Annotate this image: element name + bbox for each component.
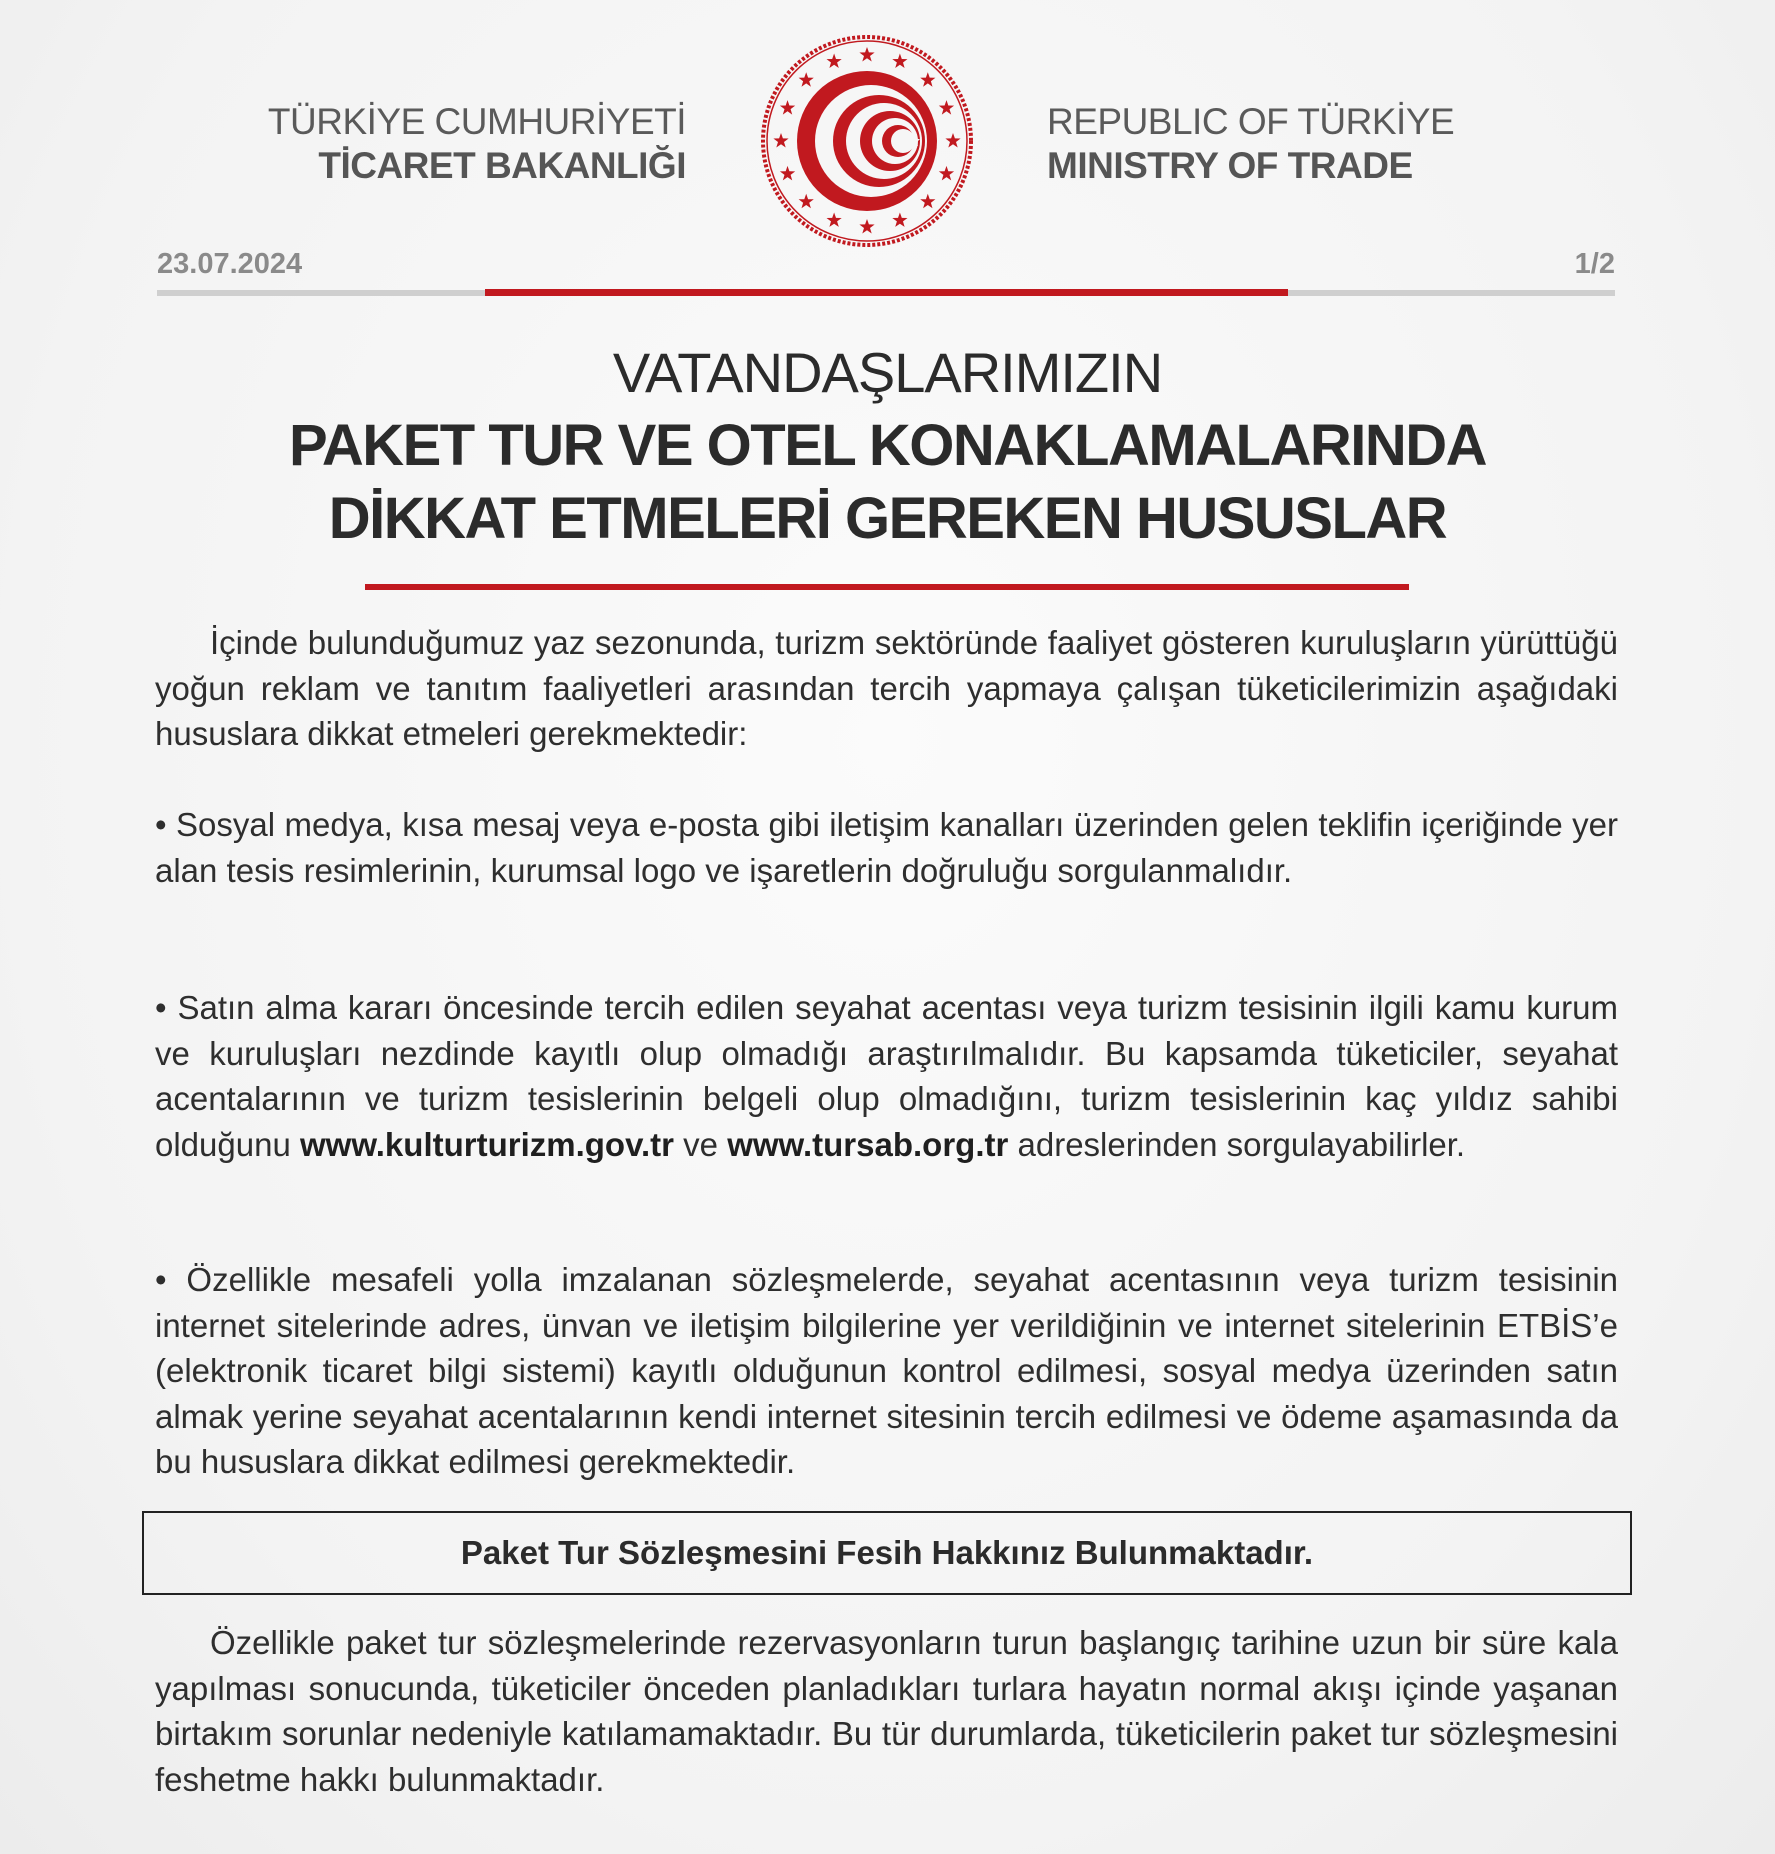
title-line-3: DİKKAT ETMELERİ GEREKEN HUSUSLAR — [328, 486, 1447, 551]
emblem-star-icon — [799, 194, 814, 209]
link-kulturturizm[interactable]: www.kulturturizm.gov.tr — [299, 1125, 674, 1163]
bullet-social-media: • Sosyal medya, kısa mesaj veya e-posta gibi iletişim kanalları üzerinden gelen teklifin içeriğinde yer alan tesis resimlerinin, kurumsal logo ve işaretlerin doğruluğu sorgulanmalıdır. — [155, 806, 1618, 889]
title-line-2: PAKET TUR VE OTEL KONAKLAMALARINDA — [288, 413, 1487, 478]
title-line-1: VATANDAŞLARIMIZIN — [612, 341, 1163, 404]
emblem-star-icon — [945, 133, 960, 148]
header-institution-tr — [268, 100, 686, 188]
emblem-star-icon — [799, 72, 814, 87]
emblem-star-icon — [920, 72, 935, 87]
emblem-star-icon — [892, 213, 907, 227]
document-date: 23.07.2024 — [157, 248, 303, 280]
notice-box — [142, 1511, 1632, 1595]
link-tursab[interactable]: www.tursab.org.tr — [727, 1125, 1009, 1163]
header-ministry-en: MINISTRY OF TRADE — [1047, 145, 1413, 186]
closing-paragraph: Özellikle paket tur sözleşmelerinde rezervasyonların turun başlangıç tarihine uzun bir süre kala yapılması sonucunda, tüketiciler önceden planladıkları turlara hayatın normal akışı içinde yaşanan birtakım sorunlar nedeniyle katılamamaktadır. Bu tür durumlarda, tüketicilerin paket tur sözleşmesini feshetme hakkı bulunmaktadır. — [155, 1624, 1618, 1798]
emblem-star-icon — [892, 54, 907, 69]
emblem-star-icon — [920, 194, 935, 209]
ministry-emblem-icon — [758, 32, 976, 250]
bullet2-text-a: • Satın alma kararı öncesinde tercih edilen seyahat acentası veya turizm tesisinin ilgili kamu kurum ve kuruluşları nezdinde kayıtlı olup olmadığı araştırılmalıdır. Bu kapsamda tüketiciler, seyahat acentalarının ve turizm tesislerinin belgeli olup olmadığını, turizm tesislerinin kaç yıldız sahibi olduğunu — [155, 989, 1618, 1163]
header-ministry-tr: TİCARET BAKANLIĞI — [318, 145, 686, 186]
bullet-registration-check — [155, 985, 1618, 1167]
title-underline — [365, 584, 1409, 590]
emblem-star-icon — [827, 213, 842, 227]
header-institution-en — [1047, 100, 1454, 188]
header-divider-accent — [485, 289, 1288, 296]
emblem-star-icon — [939, 100, 954, 115]
notice-heading: Paket Tur Sözleşmesini Fesih Hakkınız Bulunmaktadır. — [460, 1534, 1314, 1571]
bullet2-text-c: adreslerinden sorgulayabilirler. — [1008, 1125, 1466, 1163]
header-country-tr: TÜRKİYE CUMHURİYETİ — [267, 101, 686, 142]
bullet-distance-contracts: • Özellikle mesafeli yolla imzalanan sözleşmelerde, seyahat acentasının veya turizm tesisinin internet sitelerinde adres, ünvan ve iletişim bilgilerine yer verildiğinin ve internet sitelerinin ETBİS’e (elektronik ticaret bilgi sistemi) kayıtlı olduğunun kontrol edilmesi, sosyal medya üzerinden satın almak yerine seyahat acentalarının kendi internet sitesinin tercih edilmesi ve ödeme aşamasında da bu hususlara dikkat edilmesi gerekmektedir. — [155, 1261, 1618, 1480]
emblem-star-icon — [780, 100, 795, 115]
header-country-en: REPUBLIC OF TÜRKİYE — [1047, 101, 1455, 142]
emblem-star-icon — [780, 166, 795, 181]
emblem-star-icon — [859, 219, 874, 234]
emblem-star-icon — [939, 166, 954, 181]
page-number: 1/2 — [1574, 248, 1615, 280]
bullet2-text-b: ve — [674, 1125, 728, 1163]
intro-paragraph: İçinde bulunduğumuz yaz sezonunda, turizm sektöründe faaliyet gösteren kuruluşların yürüttüğü yoğun reklam ve tanıtım faaliyetleri arasından tercih yapmaya çalışan tüketicilerimizin aşağıdaki hususlara dikkat etmeleri gerekmektedir: — [155, 624, 1618, 752]
emblem-star-icon — [859, 47, 874, 62]
emblem-star-icon — [773, 133, 788, 148]
emblem-star-icon — [827, 54, 842, 69]
